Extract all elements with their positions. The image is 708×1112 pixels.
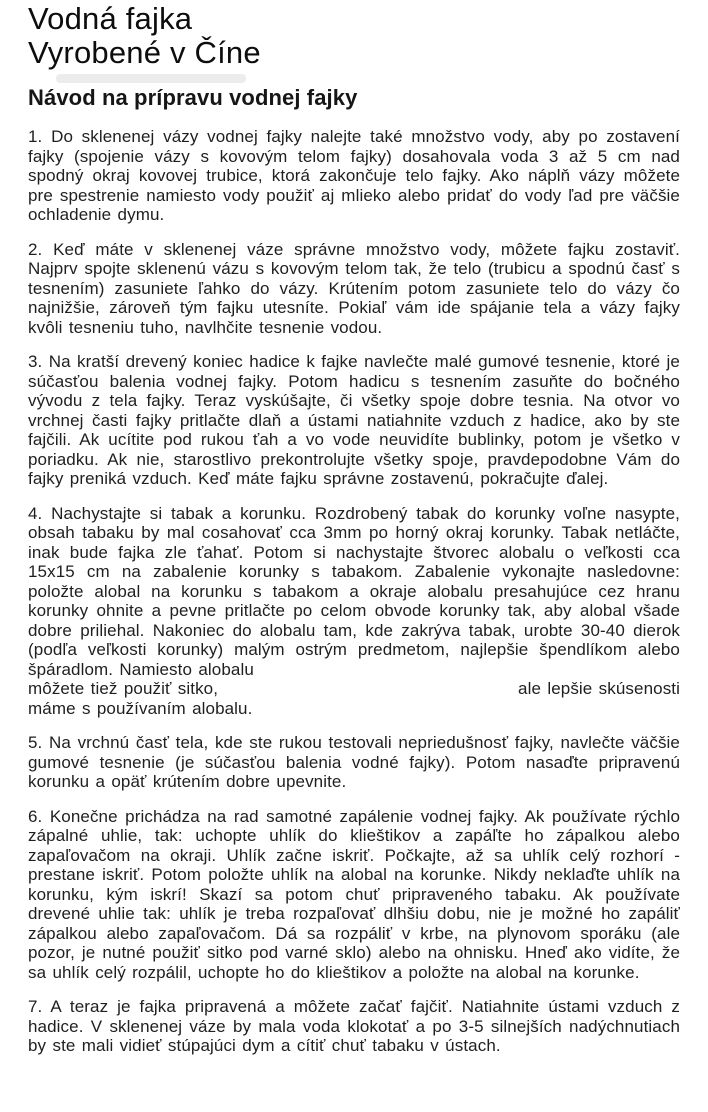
scan-artifact-smudge [56, 74, 246, 83]
paragraph-1: 1. Do sklenenej vázy vodnej fajky nalejte také množstvo vody, aby po zostavení fajky (spojenie vázy s kovovým telom fajky) dosahovala voda 3 až 5 cm nad spodný okraj kovovej trubice, ktorá zakončuje telo fajky. Ako náplň vázy môžete pre spestrenie namiesto vody použiť aj mlieko alebo pridať do vody ľad pre väčšie ochladenie dymu. [28, 127, 680, 224]
paragraph-4-gap-left: môžete tiež použiť sitko, [28, 679, 219, 698]
paragraph-3: 3. Na kratší drevený koniec hadice k fajke navlečte malé gumové tesnenie, ktoré je súčasťou balenia vodnej fajky. Potom hadicu s tesnením zasuňte do bočného vývodu z tela fajky. Teraz vyskúšajte, či všetky spoje dobre tesnia. Na otvor vo vrchnej časti fajky pritlačte dlaň a ústami natiahnite vzduch z hadice, ako by ste fajčili. Ak ucítite pod rukou ťah a vo vode neuvidíte bublinky, potom je všetko v poriadku. Ak nie, starostlivo prekontrolujte všetky spoje, pravdepodobne Vám do fajky preniká vzduch. Keď máte fajku správne zostavenú, pokračujte ďalej. [28, 352, 680, 488]
instructions-heading: Návod na prípravu vodnej fajky [28, 85, 358, 110]
document-title: Vodná fajka [28, 1, 193, 36]
paragraph-6: 6. Konečne prichádza na rad samotné zapálenie vodnej fajky. Ak používate rýchlo zápalné uhlie, tak: uchopte uhlík do klieštikov a zapáľte ho zápalkou alebo zapaľovačom na okraji. Uhlík začne iskriť. Počkajte, až sa uhlík celý rozhorí - prestane iskriť. Potom položte uhlík na alobal na korunke. Nikdy neklaďte uhlík na korunku, kým iskrí! Skazí sa potom chuť pripraveného tabaku. Ak používate drevené uhlie tak: uhlík je treba rozpaľovať dlhšiu dobu, nie je možné ho zapáliť zápalkou alebo zapaľovačom. Dá sa rozpáliť v krbe, na plynovom sporáku (ale pozor, je nutné použiť sitko pod varné sklo) alebo na ohnisku. Hneď ako vidíte, že sa uhlík celý rozpálil, uchopte ho do klieštikov a položte na alobal na korunke. [28, 806, 680, 982]
paragraph-4-body: 4. Nachystajte si tabak a korunku. Rozdrobený tabak do korunky voľne nasypte, obsah tabaku by mal cosahovať cca 3mm po horný okraj korunky. Tabak netláčte, inak bude fajka zle ťahať. Potom si nachystajte štvorec alobalu o veľkosti cca 15x15 cm na zabalenie korunky s tabakom. Zabalenie vykonajte nasledovne: položte alobal na korunku s tabakom a okraje alobalu presahujúce cez hranu korunky ohnite a pevne pritlačte po celom obvode korunky tak, aby alobal všade dobre priliehal. Nakoniec do alobalu tam, kde zakrýva tabak, urobte 30-40 dierok (podľa veľkosti korunky) malým ostrým predmetom, najlepšie špendlíkom alebo špáradlom. Namiesto alobalu [28, 503, 680, 679]
paragraph-5: 5. Na vrchnú časť tela, kde ste rukou testovali nepriedušnosť fajky, navlečte väčšie gumové tesnenie (je súčasťou balenia vodné fajky). Potom nasaďte pripravenú korunku a opäť krútením dobre upevnite. [28, 733, 680, 791]
paragraph-4-gap-right: ale lepšie skúsenosti [518, 679, 680, 698]
paragraph-4-redacted-line [28, 679, 680, 699]
paragraph-4-tail: máme s používaním alobalu. [28, 698, 253, 718]
paragraph-7: 7. A teraz je fajka pripravená a môžete začať fajčiť. Natiahnite ústami vzduch z hadice. V sklenenej váze by mala voda klokotať a po 3-5 silnejších nadýchnutiach by ste mali vidieť stúpajúci dym a cítiť chuť tabaku v ústach. [28, 997, 680, 1055]
document-subtitle: Vyrobené v Číne [28, 35, 261, 70]
paragraph-2: 2. Keď máte v sklenenej váze správne množstvo vody, môžete fajku zostaviť. Najprv spojte sklenenú vázu s kovovým telom tak, že telo (trubicu a spodnú časť s tesnením) zasuniete ľahko do vázy. Krútením potom zasuniete telo do vázy čo najnižšie, zároveň tým fajku utesníte. Pokiaľ vám ide spájanie tela a vázy fajky kvôli tesneniu tuho, navlhčite tesnenie vodou. [28, 239, 680, 337]
